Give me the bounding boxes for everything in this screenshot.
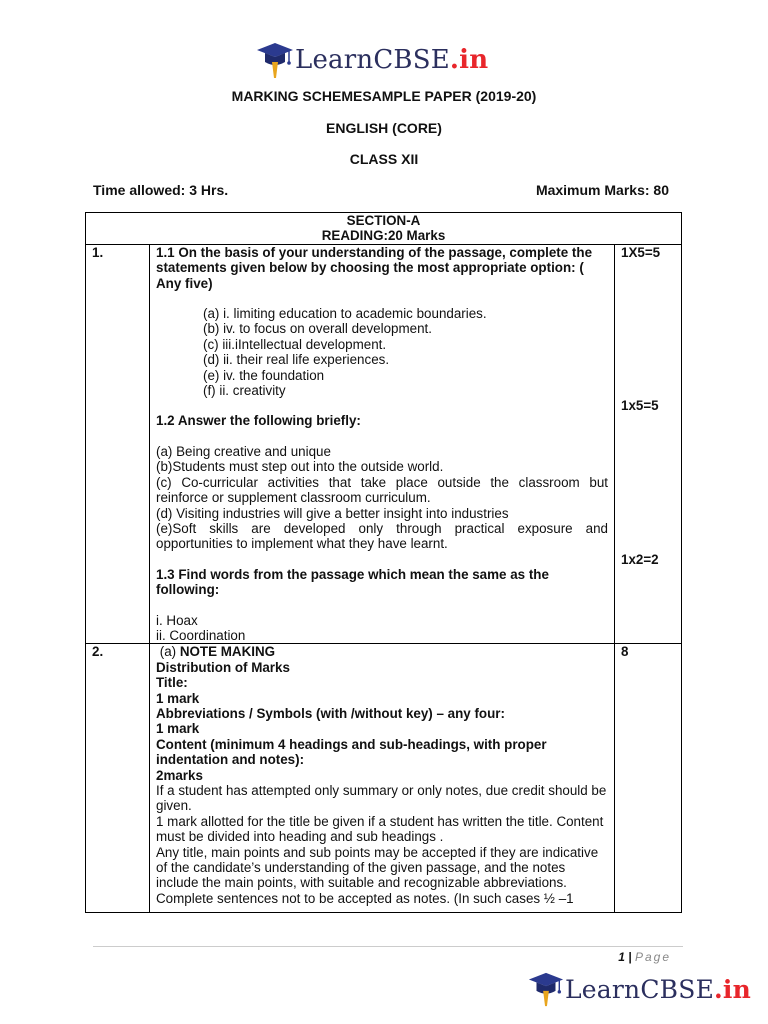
scheme-line: If a student has attempted only summary or only notes, due credit should be given. [156,783,607,814]
question-row [86,644,682,913]
question-row [86,244,682,644]
logo-text: LearnCBSE.in [565,974,752,1004]
marks-value: 1x2=2 [621,551,659,567]
option-item: (d) ii. their real life experiences. [203,352,390,368]
marks-value: 1x5=5 [621,398,659,414]
answer-item: i. Hoax [156,612,198,628]
scheme-line: 1 mark [156,690,200,706]
subject-title: ENGLISH (CORE) [326,120,442,136]
section-header-row [86,213,682,245]
answer-item: (a) Being creative and unique [156,443,331,459]
question-number: 1. [86,244,150,644]
option-item: (b) iv. to focus on overall development. [203,321,432,337]
answer-item: (b)Students must step out into the outside world. [156,459,444,475]
scheme-line: Complete sentences not to be accepted as notes. (In such cases ½ –1 [156,890,574,906]
question-heading: 1.2 Answer the following briefly: [156,413,361,429]
option-item: (c) iii.iIntellectual development. [203,336,387,352]
question-content [150,244,615,644]
distribution-title: Distribution of Marks [156,659,290,675]
section-title: SECTION-A [346,213,421,228]
section-subtitle: READING:20 Marks [321,228,446,244]
marks-value: 1X5=5 [621,244,661,260]
maximum-marks: Maximum Marks: 80 [535,182,669,198]
part-heading: (a) NOTE MAKING [159,644,276,660]
option-item: (f) ii. creativity [203,383,286,399]
graduation-cap-icon [527,970,565,1008]
section-header [86,213,682,245]
option-list [156,306,608,398]
class-title: CLASS XII [349,151,419,167]
scheme-line: Content (minimum 4 headings and sub-headings, with proper indentation and notes): [156,736,547,768]
answer-item: (c) Co-curricular activities that take place outside the classroom but reinforce or supplement classroom curriculum. [156,474,608,506]
marks-cell [615,644,682,913]
answer-item: (d) Visiting industries will give a better insight into industries [156,505,509,521]
footer-divider [93,946,683,947]
option-item: (a) i. limiting education to academic boundaries. [203,306,487,322]
time-allowed: Time allowed: 3 Hrs. [93,182,229,198]
scheme-line: Abbreviations / Symbols (with /without key) – any four: [156,705,505,721]
learncbse-footer-logo [527,970,751,1008]
scheme-line: Any title, main points and sub points may be accepted if they are indicative of the candidate’s understanding of the given passage, and the notes include the main points, with suitable and recognizable abbreviations. [156,844,599,891]
document-title: MARKING SCHEMESAMPLE PAPER (2019-20) [231,88,537,104]
question-number: 2. [86,644,150,913]
scheme-line: 1 mark [156,721,200,737]
scheme-line: 1 mark allotted for the title be given if a student has written the title. Content must be divided into heading and sub headings . [156,813,604,845]
learncbse-logo [255,40,488,80]
answer-item: ii. Coordination [156,627,246,643]
option-item: (e) iv. the foundation [203,367,325,383]
scheme-line: Title: [156,675,188,691]
marks-cell [615,244,682,644]
answer-item: (e)Soft skills are developed only through practical exposure and opportunities to implement what they have learnt. [156,520,608,552]
page-number: 1 | Page [618,950,671,964]
question-heading: 1.3 Find words from the passage which mean the same as the following: [156,566,549,598]
scheme-line: 2marks [156,767,203,783]
question-content [150,644,615,913]
marks-value: 8 [621,644,629,660]
marking-scheme-table [85,212,682,913]
question-heading: 1.1 On the basis of your understanding of the passage, complete the statements given below by choosing the most appropriate option: ( Any five) [156,244,593,291]
graduation-cap-icon [255,40,295,80]
logo-text: LearnCBSE.in [295,45,489,75]
